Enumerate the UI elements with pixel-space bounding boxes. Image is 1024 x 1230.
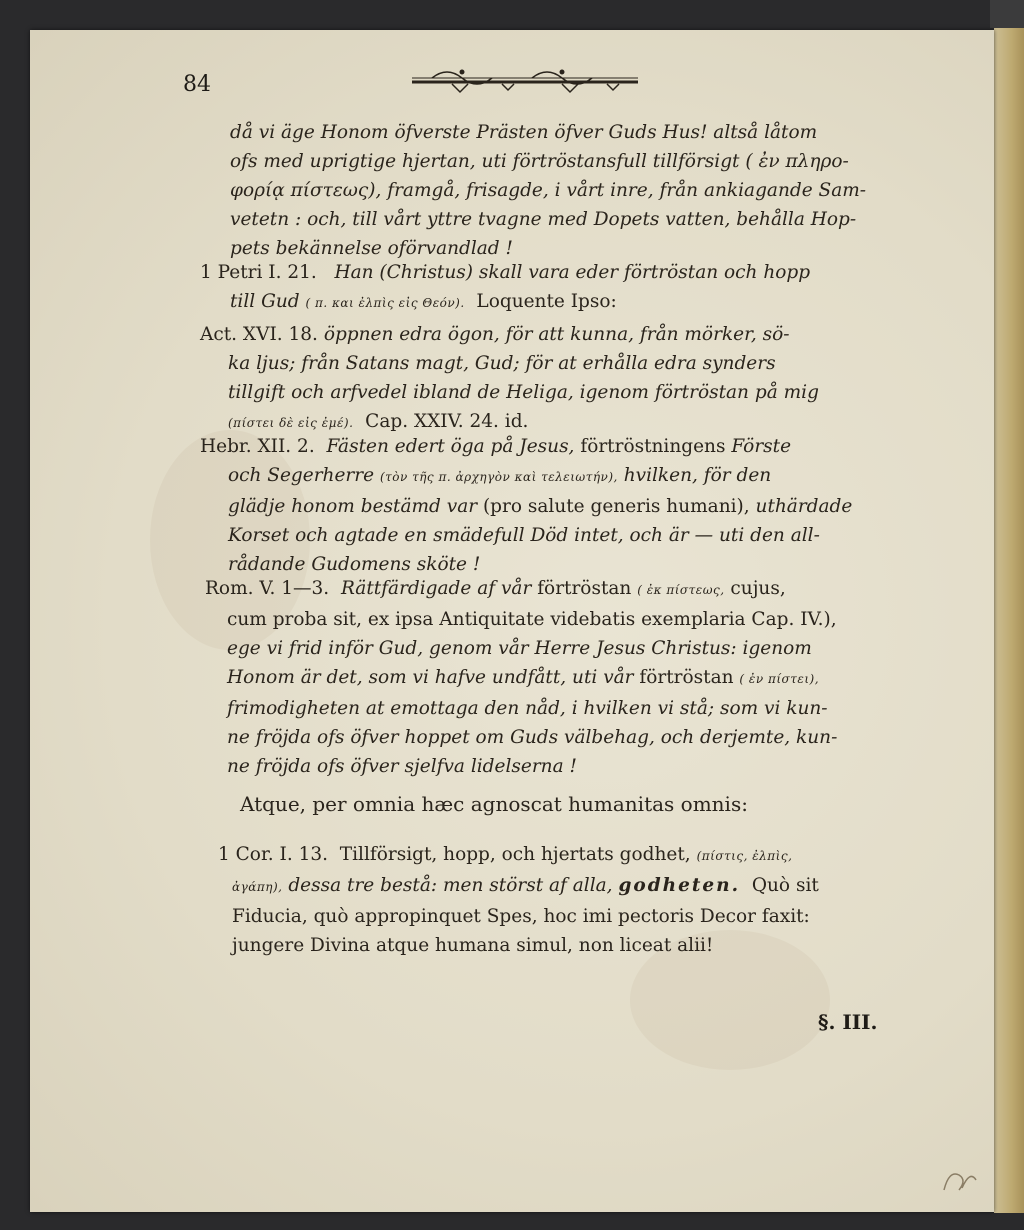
citation-text: Förste xyxy=(731,436,792,457)
greek-gloss: ( ἐκ πίστεως, xyxy=(637,583,725,597)
text-line: ofs med uprigtige hjertan, uti förtröstansfull tillförsigt ( ἐν πληρο- xyxy=(230,151,849,172)
citation-text: rådande Gudomens sköte ! xyxy=(228,554,481,575)
citation-text: dessa tre bestå: men störst af alla, xyxy=(288,875,613,896)
citation-text: frimodigheten at emottaga den nåd, i hvilken vi stå; som vi kun- xyxy=(227,698,828,719)
pencil-mark-icon xyxy=(934,1150,984,1200)
greek-gloss: (τὸν τῆς π. ἀρχηγὸν καὶ τελειωτήν), xyxy=(379,470,618,484)
text-line: φορίᾳ πίστεως), framgå, frisagde, i vårt inre, från ankiagande Sam- xyxy=(230,180,867,201)
citation-text: godheten. xyxy=(618,875,741,896)
centered-latin-line: Atque, per omnia hæc agnoscat humanitas omnis: xyxy=(240,792,748,816)
citation-reference: Rom. V. 1—3. xyxy=(205,578,330,599)
citation-text: ka ljus; från Satans magt, Gud; för at erhålla edra synders xyxy=(228,353,776,374)
section-catchword: §. III. xyxy=(818,1010,878,1034)
greek-gloss: (πίστις, ἐλπὶς, xyxy=(696,849,793,863)
citation-reference: Cap. XXIV. 24. id. xyxy=(365,411,529,432)
citation-text: Han (Christus) skall vara eder förtröstan och hopp xyxy=(334,262,811,283)
citation-1-petri xyxy=(200,258,900,318)
page-number: 84 xyxy=(183,72,211,97)
citation-text: Rättfärdigade af vår xyxy=(340,578,532,599)
citation-text: öppnen edra ögon, för att kunna, från mörker, sö- xyxy=(317,324,790,345)
citation-text: Honom är det, som vi hafve undfått, uti vår xyxy=(227,667,634,688)
citation-text: ne fröjda ofs öfver sjelfva lidelserna ! xyxy=(227,756,577,777)
citation-acts xyxy=(200,320,898,438)
citation-text: Fästen edert öga på Jesus, xyxy=(326,436,575,457)
greek-gloss: ( ἐν πίστει), xyxy=(739,672,820,686)
citation-text: förtröstningens xyxy=(580,436,726,457)
latin-text: jungere Divina atque humana simul, non liceat alii! xyxy=(232,935,714,956)
latin-text: Fiducia, quò appropinquet Spes, hoc imi pectoris Decor faxit: xyxy=(232,906,810,927)
citation-reference: 1 Cor. I. 13. xyxy=(218,844,329,865)
citation-text: och Segerherre xyxy=(228,465,375,486)
citation-text: uthärdade xyxy=(755,496,853,517)
latin-text: (pro salute generis humani), xyxy=(482,496,750,517)
text-line: då vi äge Honom öfverste Prästen öfver Guds Hus! altså låtom xyxy=(230,122,818,143)
citation-text: tillgift och arfvedel ibland de Heliga, igenom förtröstan på mig xyxy=(228,382,819,403)
latin-text: Loquente Ipso: xyxy=(476,291,617,312)
scan-background-corner xyxy=(990,0,1024,28)
greek-gloss: (πίστει δὲ εἰς ἐμέ). xyxy=(228,416,354,430)
citation-text: glädje honom bestämd var xyxy=(228,496,478,517)
citation-text: till Gud xyxy=(230,291,300,312)
citation-text: ne fröjda ofs öfver hoppet om Guds välbehag, och derjemte, kun- xyxy=(227,727,838,748)
citation-reference: 1 Petri I. 21. xyxy=(200,262,317,283)
printer-ornament-icon xyxy=(412,64,638,94)
greek-gloss: ἀγάπη), xyxy=(232,880,283,894)
citation-text: förtröstan xyxy=(639,667,734,688)
citation-text: förtröstan xyxy=(537,578,632,599)
citation-reference: Act. XVI. 18. xyxy=(200,324,318,345)
text-line: pets bekännelse oförvandlad ! xyxy=(230,238,513,259)
paragraph-hebrews-exhortation xyxy=(230,118,880,263)
citation-corinthians xyxy=(218,840,918,960)
greek-gloss: ( π. και ἐλπὶς εἰς Θεόν). xyxy=(305,296,465,310)
latin-text: Quò sit xyxy=(751,875,819,896)
citation-text: Tillförsigt, hopp, och hjertats godhet, xyxy=(339,844,691,865)
book-page-edge xyxy=(994,28,1024,1213)
text-line: vetetn : och, till vårt yttre tvagne med Dopets vatten, behålla Hop- xyxy=(230,209,857,230)
citation-text: ege vi frid inför Gud, genom vår Herre Jesus Christus: igenom xyxy=(227,638,812,659)
citation-text: Korset och agtade en smädefull Död intet, och är — uti den all- xyxy=(228,525,820,546)
citation-text: hvilken, för den xyxy=(623,465,772,486)
citation-hebrews xyxy=(200,432,900,579)
latin-text: cum proba sit, ex ipsa Antiquitate videbatis exemplaria Cap. IV.), xyxy=(227,609,837,630)
latin-text: cujus, xyxy=(730,578,786,599)
citation-romans xyxy=(205,574,905,781)
citation-reference: Hebr. XII. 2. xyxy=(200,436,315,457)
